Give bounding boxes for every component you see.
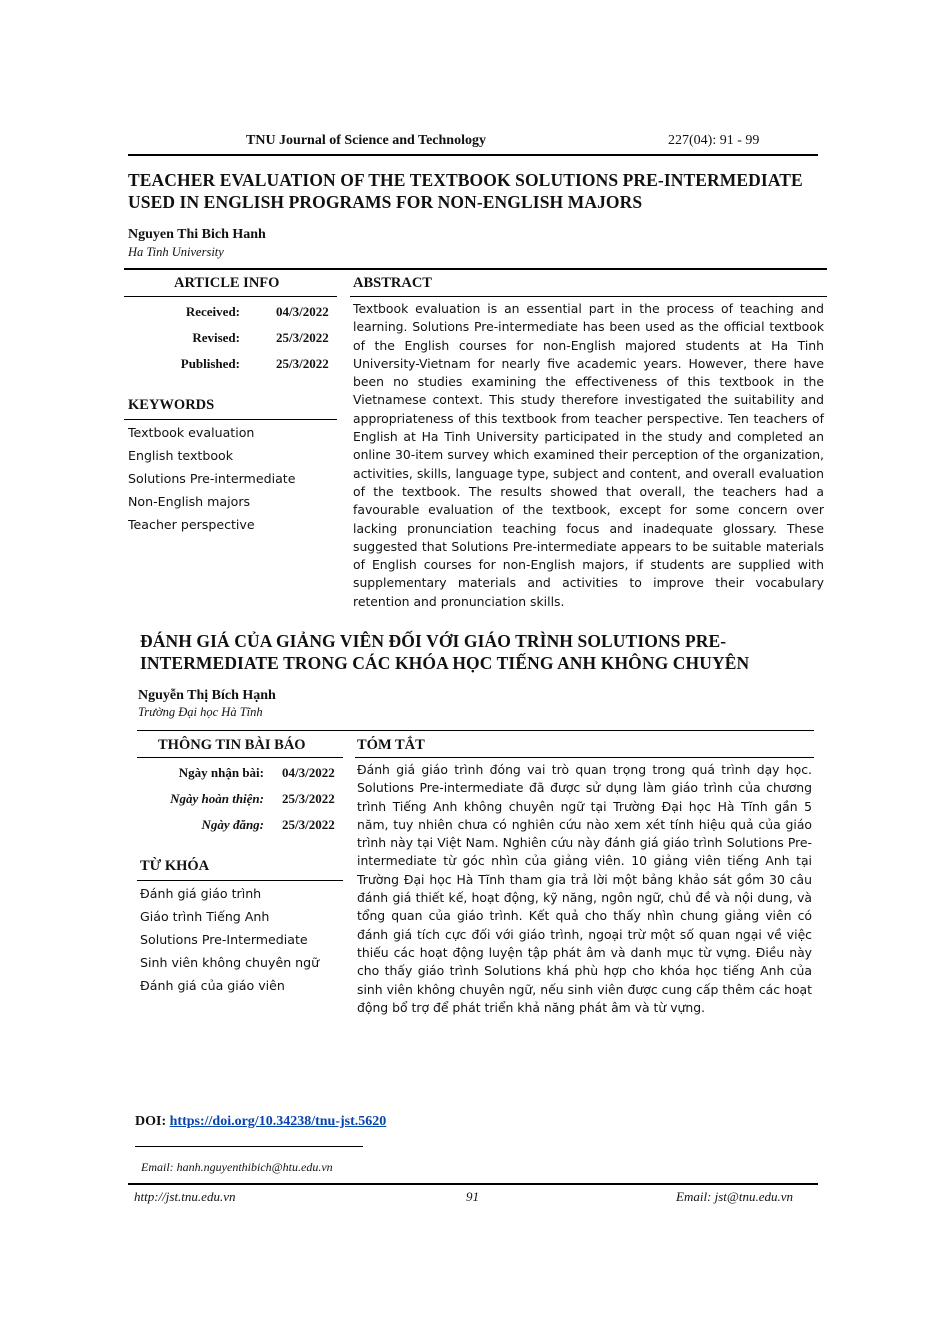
abstract-rule-vi xyxy=(355,757,814,758)
header-rule xyxy=(128,154,818,156)
keyword: Đánh giá giáo trình xyxy=(140,886,262,901)
keywords-rule-vi xyxy=(137,880,343,881)
author-en: Nguyen Thi Bich Hanh xyxy=(128,227,266,242)
date-label: Revised: xyxy=(192,330,240,345)
affiliation-en: Ha Tinh University xyxy=(128,245,224,259)
title-vi-line2: INTERMEDIATE TRONG CÁC KHÓA HỌC TIẾNG ANH KHÔNG CHUYÊN xyxy=(140,653,750,673)
article-info-rule-en xyxy=(124,296,337,297)
footer-rule xyxy=(128,1183,818,1185)
author-vi: Nguyễn Thị Bích Hạnh xyxy=(138,688,276,703)
title-en-line1: TEACHER EVALUATION OF THE TEXTBOOK SOLUTIONS PRE-INTERMEDIATE xyxy=(128,170,803,190)
date-label: Ngày hoàn thiện: xyxy=(170,791,264,806)
volume-pages: 227(04): 91 - 99 xyxy=(668,133,760,148)
abstract-rule-en xyxy=(350,296,827,297)
footnote-rule xyxy=(135,1146,363,1147)
article-info-rule-vi xyxy=(137,757,343,758)
journal-name: TNU Journal of Science and Technology xyxy=(246,133,486,148)
keyword: Solutions Pre-intermediate xyxy=(128,471,296,486)
date-value: 04/3/2022 xyxy=(282,765,335,780)
date-value: 25/3/2022 xyxy=(276,330,329,345)
date-label: Ngày nhận bài: xyxy=(178,765,264,780)
doi-link[interactable]: https://doi.org/10.34238/tnu-jst.5620 xyxy=(169,1114,387,1129)
keyword: Textbook evaluation xyxy=(128,425,255,440)
keyword: Teacher perspective xyxy=(128,517,255,532)
footer-website[interactable]: http://jst.tnu.edu.vn xyxy=(134,1189,236,1204)
abstract-heading-en: ABSTRACT xyxy=(353,275,432,291)
date-value: 25/3/2022 xyxy=(276,356,329,371)
keyword: Solutions Pre-Intermediate xyxy=(140,932,308,947)
date-value: 04/3/2022 xyxy=(276,304,329,319)
article-info-heading-en: ARTICLE INFO xyxy=(174,275,280,291)
article-info-heading-vi: THÔNG TIN BÀI BÁO xyxy=(158,737,306,753)
keyword: Sinh viên không chuyên ngữ xyxy=(140,955,320,970)
keyword: Giáo trình Tiếng Anh xyxy=(140,909,270,924)
title-vi-line1: ĐÁNH GIÁ CỦA GIẢNG VIÊN ĐỐI VỚI GIÁO TRÌNH SOLUTIONS PRE- xyxy=(140,631,727,651)
date-label: Published: xyxy=(180,356,240,371)
date-label: Ngày đăng: xyxy=(201,817,264,832)
keyword: Đánh giá của giáo viên xyxy=(140,978,285,993)
author-email: Email: hanh.nguyenthibich@htu.edu.vn xyxy=(141,1160,333,1174)
keyword: Non-English majors xyxy=(128,494,251,509)
abstract-heading-vi: TÓM TẮT xyxy=(357,737,425,753)
page-number: 91 xyxy=(466,1189,479,1204)
keywords-heading-vi: TỪ KHÓA xyxy=(140,858,210,874)
doi-label: DOI: xyxy=(135,1114,167,1129)
abstract-text-en: Textbook evaluation is an essential part in the process of teaching and learning. Solutions Pre-intermediate has been used as the official textbook of the English courses for non-English majored students at Ha Tinh University-Vietnam for nearly five academic years. However, there have been no studies examining the effectiveness of this textbook in the Vietnamese context. This study therefore investigated the suitability and appropriateness of this textbook from teacher perspective. Ten teachers of English at Ha Tinh University participated in the study and completed an online 30-item survey which examined their perception of the organization, activities, skills, language type, subject and content, and overall evaluation of the textbook. The results showed that overall, the teachers had a favourable evaluation of the textbook, except for some concern over lacking pronunciation teaching focus and inadequate glossary. These suggested that Solutions Pre-intermediate appears to be suitable materials of English courses for non-English majors, if students are supplied with supplementary materials and activities to improve their vocabulary retention and pronunciation skills. xyxy=(353,301,824,609)
affiliation-vi: Trường Đại học Hà Tĩnh xyxy=(138,705,263,719)
abstract-text-vi: Đánh giá giáo trình đóng vai trò quan trọng trong quá trình dạy học. Solutions Pre-intermediate đã được sử dụng làm giáo trình của chương trình Tiếng Anh không chuyên ngữ tại Trường Đại học Hà Tĩnh gần 5 năm, tuy nhiên chưa có nghiên cứu nào xem xét tính hiệu quả của giáo trình này tại Việt Nam. Nghiên cứu này đánh giá giáo trình Solutions Pre-intermediate từ góc nhìn của giảng viên. 10 giảng viên tiếng Anh tại Trường Đại học Hà Tĩnh tham gia trả lời một bảng khảo sát gồm 30 câu đánh giá thiết kế, hoạt động, kỹ năng, ngôn ngữ, chủ đề và nội dung, và tổng quan của giáo trình. Kết quả cho thấy nhìn chung giảng viên có đánh giá tích cực đối với giáo trình, ngoại trừ một số quan ngại về việc thiếu các hoạt động luyện tập phát âm và danh mục từ vựng. Điều này cho thấy giáo trình Solutions khá phù hợp cho khóa học tiếng Anh của sinh viên không chuyên ngữ, nếu sinh viên được cung cấp thêm các hoạt động bổ trợ để phát triển khả năng phát âm và từ vựng. xyxy=(357,762,812,1015)
footer-email[interactable]: Email: jst@tnu.edu.vn xyxy=(676,1189,794,1204)
date-label: Received: xyxy=(185,304,240,319)
keyword: English textbook xyxy=(128,448,234,463)
date-value: 25/3/2022 xyxy=(282,791,335,806)
keywords-heading-en: KEYWORDS xyxy=(128,397,215,413)
section-rule-vi-top xyxy=(137,730,814,731)
date-value: 25/3/2022 xyxy=(282,817,335,832)
doi-line xyxy=(135,1114,386,1130)
title-en-line2: USED IN ENGLISH PROGRAMS FOR NON-ENGLISH MAJORS xyxy=(128,192,643,212)
section-rule-en-top xyxy=(124,268,827,270)
keywords-rule-en xyxy=(124,419,337,420)
